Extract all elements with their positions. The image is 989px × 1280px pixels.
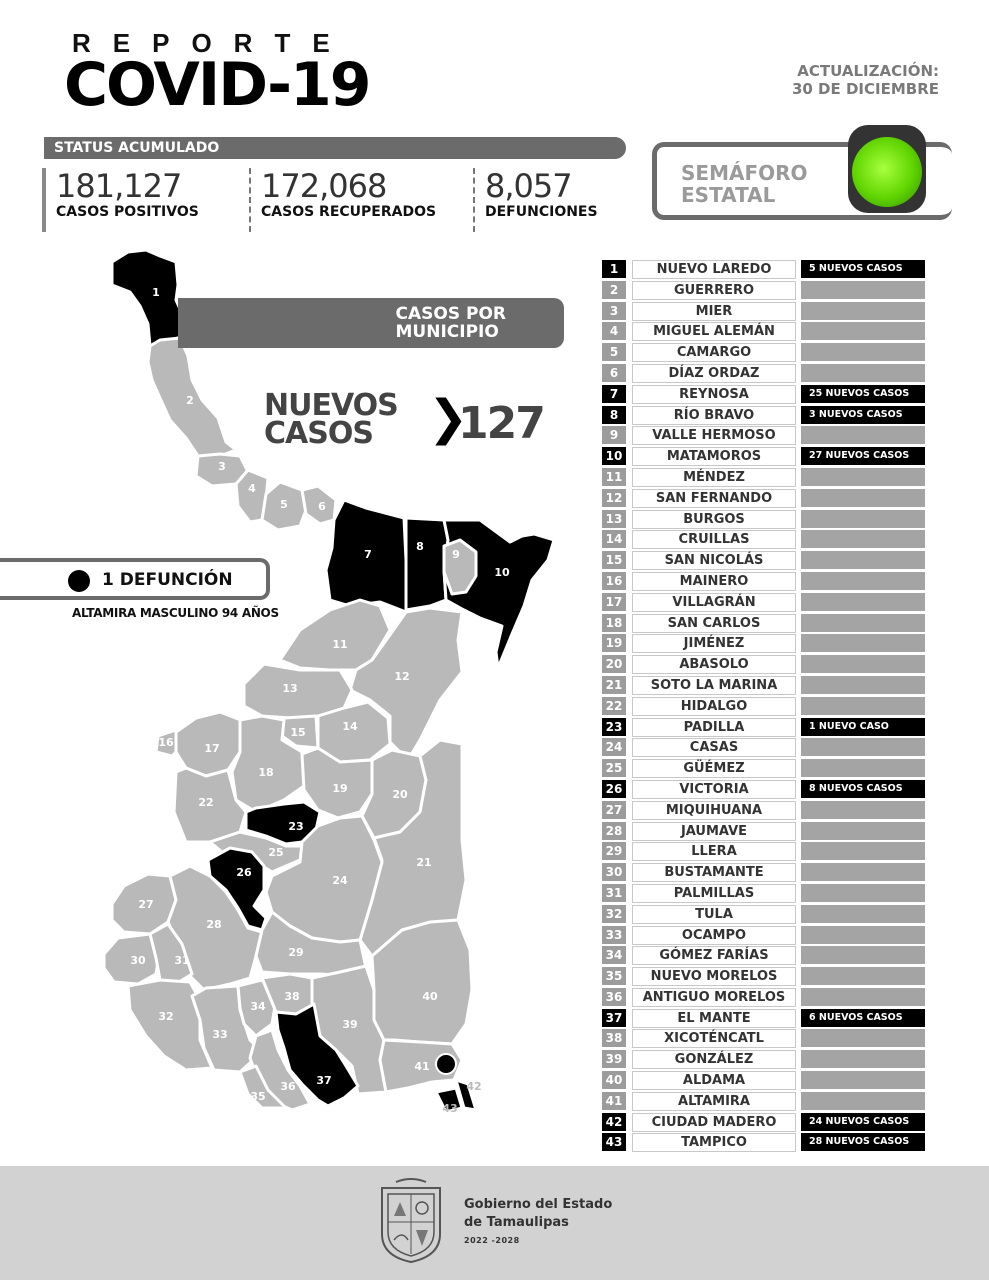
- municipio-name: RÍO BRAVO: [632, 406, 796, 425]
- table-row: [602, 613, 926, 634]
- table-row: [602, 862, 926, 883]
- municipio-number: 21: [602, 676, 626, 694]
- municipio-number: 25: [602, 759, 626, 777]
- municipio-new-cases: 1 NUEVO CASO: [801, 718, 925, 736]
- municipio-new-cases: 3 NUEVOS CASOS: [801, 406, 925, 424]
- positivos-value: 181,127: [56, 167, 182, 205]
- table-row: [602, 883, 926, 904]
- region-label: 25: [268, 846, 284, 859]
- municipio-new-cases: 5 NUEVOS CASOS: [801, 260, 925, 278]
- municipio-number: 34: [602, 946, 626, 964]
- table-row: [602, 363, 926, 384]
- region-label: 8: [416, 540, 424, 553]
- casos-line2: MUNICIPIO: [395, 322, 499, 342]
- table-row: [602, 384, 926, 405]
- table-row: [602, 509, 926, 530]
- region-label: 30: [130, 954, 146, 967]
- municipio-number: 20: [602, 655, 626, 673]
- defuncion-detail: ALTAMIRA MASCULINO 94 AÑOS: [72, 606, 279, 620]
- region-label: 42: [466, 1080, 482, 1093]
- municipio-number: 3: [602, 302, 626, 320]
- table-row: [602, 633, 926, 654]
- stat-positivos: [42, 168, 199, 232]
- region-label: 17: [204, 742, 220, 755]
- municipio-number: 5: [602, 343, 626, 361]
- table-row: [602, 966, 926, 987]
- municipio-number: 38: [602, 1029, 626, 1047]
- municipio-number: 36: [602, 988, 626, 1006]
- municipio-new-cases: [801, 572, 925, 590]
- municipio-number: 29: [602, 842, 626, 860]
- table-row: [602, 1132, 926, 1153]
- table-row: [602, 259, 926, 280]
- municipio-name: GUERRERO: [632, 281, 796, 300]
- municipio-new-cases: [801, 842, 925, 860]
- municipio-name: VALLE HERMOSO: [632, 426, 796, 445]
- municipio-number: 8: [602, 406, 626, 424]
- casos-por-municipio-banner: [178, 298, 564, 348]
- recuperados-label: CASOS RECUPERADOS: [261, 204, 437, 220]
- municipio-name: GONZÁLEZ: [632, 1050, 796, 1069]
- region-label: 29: [288, 946, 304, 959]
- municipio-number: 39: [602, 1050, 626, 1068]
- municipio-name: GÜÉMEZ: [632, 759, 796, 778]
- municipio-new-cases: [801, 302, 925, 320]
- municipio-name: PALMILLAS: [632, 884, 796, 903]
- municipio-number: 12: [602, 489, 626, 507]
- table-row: [602, 904, 926, 925]
- municipio-name: CRUILLAS: [632, 530, 796, 549]
- municipio-name: GÓMEZ FARÍAS: [632, 946, 796, 965]
- table-row: [602, 821, 926, 842]
- region-label: 20: [392, 788, 408, 801]
- region-label: 33: [212, 1028, 228, 1041]
- table-row: [602, 1091, 926, 1112]
- municipio-name: MAINERO: [632, 572, 796, 591]
- municipio-name: HIDALGO: [632, 697, 796, 716]
- municipio-name: CAMARGO: [632, 343, 796, 362]
- defuncion-marker-icon: [436, 1054, 456, 1074]
- municipio-name: ALTAMIRA: [632, 1092, 796, 1111]
- region-label: 22: [198, 796, 214, 809]
- table-row: [602, 571, 926, 592]
- table-row: [602, 1070, 926, 1091]
- region-label: 16: [158, 736, 174, 749]
- update-label: ACTUALIZACIÓN:: [797, 62, 939, 80]
- municipio-name: VILLAGRÁN: [632, 593, 796, 612]
- municipality-map: [0, 240, 600, 1130]
- gov-line1: Gobierno del Estado: [464, 1197, 613, 1212]
- municipio-number: 13: [602, 510, 626, 528]
- region-label: 38: [284, 990, 300, 1003]
- region-label: 6: [318, 500, 326, 513]
- footer: [0, 1166, 989, 1280]
- municipio-name: TAMPICO: [632, 1133, 796, 1152]
- municipio-new-cases: [801, 530, 925, 548]
- table-row: [602, 675, 926, 696]
- municipio-name: MIGUEL ALEMÁN: [632, 322, 796, 341]
- municipio-number: 18: [602, 614, 626, 632]
- chevron-right-icon: ❯: [428, 390, 469, 446]
- municipio-number: 9: [602, 426, 626, 444]
- municipio-name: PADILLA: [632, 718, 796, 737]
- casos-por-municipio-label: [396, 305, 507, 341]
- table-row: [602, 488, 926, 509]
- municipio-new-cases: [801, 1029, 925, 1047]
- municipio-number: 24: [602, 738, 626, 756]
- municipio-number: 15: [602, 551, 626, 569]
- municipio-new-cases: [801, 676, 925, 694]
- municipio-new-cases: 27 NUEVOS CASOS: [801, 447, 925, 465]
- region-1: [112, 250, 186, 348]
- municipio-name: MÉNDEZ: [632, 468, 796, 487]
- municipio-name: SAN FERNANDO: [632, 489, 796, 508]
- municipio-name: MIER: [632, 302, 796, 321]
- municipio-name: JIMÉNEZ: [632, 634, 796, 653]
- municipio-number: 42: [602, 1113, 626, 1131]
- table-row: [602, 405, 926, 426]
- municipio-number: 6: [602, 364, 626, 382]
- table-row: [602, 945, 926, 966]
- municipio-number: 32: [602, 905, 626, 923]
- municipio-new-cases: [801, 551, 925, 569]
- municipio-number: 28: [602, 822, 626, 840]
- table-row: [602, 841, 926, 862]
- region-label: 31: [174, 954, 190, 967]
- table-row: [602, 737, 926, 758]
- municipio-new-cases: [801, 634, 925, 652]
- region-label: 41: [414, 1060, 430, 1073]
- municipio-number: 40: [602, 1071, 626, 1089]
- region-label: 28: [206, 918, 222, 931]
- defuncion-box: [0, 558, 270, 600]
- municipio-new-cases: [801, 614, 925, 632]
- recuperados-value: 172,068: [261, 167, 387, 205]
- municipio-name: EL MANTE: [632, 1009, 796, 1028]
- region-label: 11: [332, 638, 348, 651]
- municipio-name: MIQUIHUANA: [632, 801, 796, 820]
- table-row: [602, 467, 926, 488]
- municipio-number: 16: [602, 572, 626, 590]
- municipio-new-cases: [801, 281, 925, 299]
- semaforo-label: [681, 162, 808, 206]
- municipio-new-cases: [801, 863, 925, 881]
- municipio-name: SAN NICOLÁS: [632, 551, 796, 570]
- region-label: 26: [236, 866, 252, 879]
- table-row: [602, 800, 926, 821]
- municipio-new-cases: [801, 468, 925, 486]
- municipio-new-cases: [801, 759, 925, 777]
- municipio-new-cases: [801, 926, 925, 944]
- table-row: [602, 925, 926, 946]
- region-label: 7: [364, 548, 372, 561]
- defuncion-label: 1 DEFUNCIÓN: [102, 570, 233, 590]
- municipio-number: 11: [602, 468, 626, 486]
- status-header-bar: [44, 137, 626, 159]
- table-row: [602, 592, 926, 613]
- municipio-new-cases: [801, 322, 925, 340]
- municipio-number: 10: [602, 447, 626, 465]
- municipio-new-cases: [801, 946, 925, 964]
- municipio-new-cases: [801, 967, 925, 985]
- table-row: [602, 717, 926, 738]
- table-row: [602, 550, 926, 571]
- region-label: 36: [280, 1080, 296, 1093]
- table-row: [602, 1028, 926, 1049]
- municipio-new-cases: [801, 655, 925, 673]
- table-row: [602, 425, 926, 446]
- page-title: COVID-19: [64, 50, 370, 120]
- municipio-new-cases: [801, 489, 925, 507]
- municipio-new-cases: 6 NUEVOS CASOS: [801, 1009, 925, 1027]
- table-row: [602, 529, 926, 550]
- municipio-new-cases: [801, 1071, 925, 1089]
- nuevos-line2: CASOS: [264, 416, 373, 451]
- defunciones-value: 8,057: [485, 167, 572, 205]
- municipio-name: REYNOSA: [632, 385, 796, 404]
- table-row: [602, 654, 926, 675]
- municipio-name: VICTORIA: [632, 780, 796, 799]
- government-years: 2022 -2028: [464, 1236, 520, 1245]
- gov-line2: de Tamaulipas: [464, 1215, 569, 1230]
- municipio-new-cases: 8 NUEVOS CASOS: [801, 780, 925, 798]
- nuevos-casos-label: [264, 388, 398, 451]
- table-row: [602, 987, 926, 1008]
- region-label: 32: [158, 1010, 174, 1023]
- municipio-new-cases: [801, 697, 925, 715]
- municipio-new-cases: 24 NUEVOS CASOS: [801, 1113, 925, 1131]
- stat-defunciones: [473, 168, 598, 232]
- region-label: 2: [186, 394, 194, 407]
- municipio-new-cases: [801, 905, 925, 923]
- region-label: 15: [290, 726, 306, 739]
- municipio-number: 31: [602, 884, 626, 902]
- region-label: 34: [250, 1000, 266, 1013]
- region-label: 27: [138, 898, 154, 911]
- municipality-table: [602, 259, 926, 1153]
- table-row: [602, 696, 926, 717]
- defunciones-label: DEFUNCIONES: [485, 204, 598, 220]
- municipio-name: DÍAZ ORDAZ: [632, 364, 796, 383]
- municipio-name: ANTIGUO MORELOS: [632, 988, 796, 1007]
- municipio-name: CASAS: [632, 738, 796, 757]
- municipio-number: 26: [602, 780, 626, 798]
- table-row: [602, 301, 926, 322]
- region-label: 23: [288, 820, 304, 833]
- municipio-name: ABASOLO: [632, 655, 796, 674]
- region-label: 13: [282, 682, 298, 695]
- state-emblem-icon: [376, 1178, 446, 1264]
- municipio-new-cases: 28 NUEVOS CASOS: [801, 1133, 925, 1151]
- region-label: 1: [152, 286, 160, 299]
- region-label: 4: [248, 482, 256, 495]
- municipio-number: 17: [602, 593, 626, 611]
- municipio-number: 7: [602, 385, 626, 403]
- municipio-name: BURGOS: [632, 510, 796, 529]
- municipio-name: BUSTAMANTE: [632, 863, 796, 882]
- municipio-new-cases: [801, 364, 925, 382]
- nuevos-casos-value: 127: [458, 398, 544, 449]
- defuncion-dot-icon: [68, 570, 90, 592]
- region-label: 18: [258, 766, 274, 779]
- municipio-name: SOTO LA MARINA: [632, 676, 796, 695]
- region-label: 24: [332, 874, 348, 887]
- nuevos-line1: NUEVOS: [264, 388, 398, 423]
- positivos-label: CASOS POSITIVOS: [56, 204, 199, 220]
- municipio-number: 37: [602, 1009, 626, 1027]
- region-label: 12: [394, 670, 410, 683]
- municipio-number: 2: [602, 281, 626, 299]
- municipio-number: 33: [602, 926, 626, 944]
- semaforo-line2: ESTATAL: [681, 183, 776, 207]
- municipio-number: 1: [602, 260, 626, 278]
- table-row: [602, 446, 926, 467]
- region-8: [406, 518, 448, 610]
- traffic-light-icon: [848, 125, 926, 213]
- municipio-new-cases: [801, 822, 925, 840]
- municipio-new-cases: [801, 426, 925, 444]
- municipio-name: LLERA: [632, 842, 796, 861]
- table-row: [602, 1112, 926, 1133]
- table-row: [602, 779, 926, 800]
- region-label: 14: [342, 720, 358, 733]
- table-row: [602, 758, 926, 779]
- table-row: [602, 321, 926, 342]
- municipio-name: ALDAMA: [632, 1071, 796, 1090]
- region-label: 19: [332, 782, 348, 795]
- table-row: [602, 1008, 926, 1029]
- municipio-number: 41: [602, 1092, 626, 1110]
- report-label: REPORTE: [72, 28, 352, 58]
- municipio-number: 14: [602, 530, 626, 548]
- municipio-new-cases: [801, 988, 925, 1006]
- municipio-new-cases: [801, 1050, 925, 1068]
- municipio-name: MATAMOROS: [632, 447, 796, 466]
- region-label: 10: [494, 566, 510, 579]
- municipio-name: SAN CARLOS: [632, 614, 796, 633]
- semaforo-line1: SEMÁFORO: [681, 161, 808, 185]
- stat-recuperados: [249, 168, 436, 232]
- municipio-number: 35: [602, 967, 626, 985]
- municipio-number: 23: [602, 718, 626, 736]
- update-date: 30 DE DICIEMBRE: [791, 80, 939, 98]
- region-label: 9: [452, 548, 460, 561]
- table-row: [602, 1049, 926, 1070]
- municipio-name: JAUMAVE: [632, 822, 796, 841]
- region-label: 40: [422, 990, 438, 1003]
- municipio-number: 30: [602, 863, 626, 881]
- region-label: 37: [316, 1074, 332, 1087]
- municipio-new-cases: [801, 510, 925, 528]
- municipio-new-cases: [801, 343, 925, 361]
- municipio-new-cases: [801, 1092, 925, 1110]
- municipio-new-cases: 25 NUEVOS CASOS: [801, 385, 925, 403]
- municipio-number: 19: [602, 634, 626, 652]
- region-label: 43: [442, 1102, 458, 1115]
- update-info: [792, 62, 939, 98]
- status-label: STATUS ACUMULADO: [54, 140, 220, 156]
- municipio-new-cases: [801, 884, 925, 902]
- region-label: 5: [280, 498, 288, 511]
- municipio-name: NUEVO MORELOS: [632, 967, 796, 986]
- table-row: [602, 280, 926, 301]
- municipio-name: XICOTÉNCATL: [632, 1029, 796, 1048]
- region-label: 21: [416, 856, 432, 869]
- region-label: 39: [342, 1018, 358, 1031]
- municipio-name: NUEVO LAREDO: [632, 260, 796, 279]
- municipio-number: 4: [602, 322, 626, 340]
- municipio-name: CIUDAD MADERO: [632, 1113, 796, 1132]
- municipio-new-cases: [801, 801, 925, 819]
- municipio-name: TULA: [632, 905, 796, 924]
- government-name: [464, 1196, 612, 1232]
- green-light-icon: [852, 137, 922, 207]
- municipio-number: 43: [602, 1133, 626, 1151]
- municipio-new-cases: [801, 593, 925, 611]
- municipio-number: 27: [602, 801, 626, 819]
- casos-line1: CASOS POR: [395, 304, 506, 324]
- table-row: [602, 342, 926, 363]
- region-label: 3: [218, 460, 226, 473]
- region-9: [444, 540, 476, 594]
- municipio-new-cases: [801, 738, 925, 756]
- municipio-name: OCAMPO: [632, 926, 796, 945]
- municipio-number: 22: [602, 697, 626, 715]
- region-label: 35: [250, 1090, 266, 1103]
